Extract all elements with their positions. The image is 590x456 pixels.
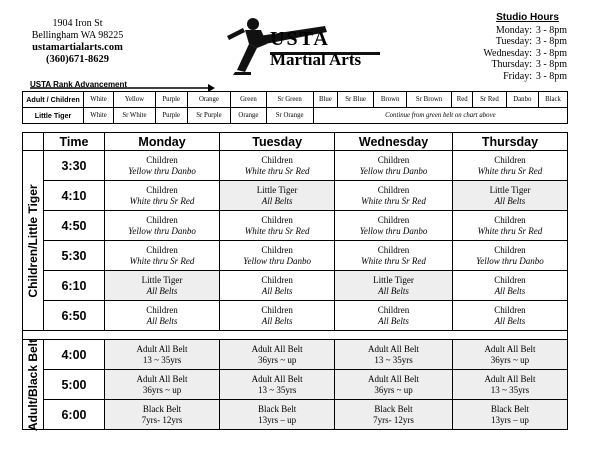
class-name: Children xyxy=(261,155,293,165)
class-name: Little Tiger xyxy=(256,185,298,195)
class-detail: All Belts xyxy=(378,285,409,296)
class-detail: 13 ~ 35yrs xyxy=(142,354,182,365)
class-cell xyxy=(105,370,220,400)
class-cell xyxy=(335,241,453,271)
class-name: Black Belt xyxy=(142,404,182,414)
section-label-text: Children/Little Tiger xyxy=(26,183,40,298)
class-name: Children xyxy=(261,305,293,315)
class-detail: All Belts xyxy=(494,285,526,296)
class-cell xyxy=(220,241,335,271)
class-name: Adult All Belt xyxy=(251,344,303,354)
class-name: Children xyxy=(261,245,293,255)
header-wednesday: Wednesday xyxy=(335,133,453,151)
class-cell xyxy=(220,181,335,211)
class-name: Children xyxy=(377,215,410,225)
belt-cell: Sr Orange xyxy=(266,108,313,124)
class-cell xyxy=(105,241,220,271)
class-name: Children xyxy=(377,245,410,255)
belt-cell: Green xyxy=(231,92,266,108)
class-name: Children xyxy=(146,245,178,255)
class-cell xyxy=(105,271,220,301)
class-name: Adult All Belt xyxy=(484,344,536,354)
rank-label-adult: Adult / Children xyxy=(23,92,84,108)
class-name: Black Belt xyxy=(258,404,297,414)
schedule-row xyxy=(23,271,568,301)
belt-cell: Sr White xyxy=(114,108,156,124)
class-cell xyxy=(452,211,567,241)
rank-table xyxy=(22,91,568,124)
time-cell: 6:00 xyxy=(44,400,105,430)
class-name: Children xyxy=(377,185,410,195)
class-detail: 13 ~ 35yrs xyxy=(257,384,297,395)
class-detail: Yellow thru Danbo xyxy=(128,225,196,236)
class-cell xyxy=(220,370,335,400)
class-detail: White thru Sr Red xyxy=(361,195,426,206)
class-detail: All Belts xyxy=(494,315,526,326)
class-name: Children xyxy=(146,155,178,165)
class-detail: All Belts xyxy=(494,195,526,206)
class-detail: Yellow thru Danbo xyxy=(359,165,428,176)
schedule-row xyxy=(23,151,568,181)
class-name: Children xyxy=(494,155,526,165)
class-name: Children xyxy=(377,155,410,165)
class-name: Children xyxy=(494,275,526,285)
hours-day: Thursday: xyxy=(491,59,532,71)
class-cell xyxy=(335,301,453,331)
belt-cell: Purple xyxy=(155,108,187,124)
class-detail: White thru Sr Red xyxy=(244,165,310,176)
class-detail: All Belts xyxy=(146,285,178,296)
class-cell xyxy=(220,301,335,331)
class-name: Adult All Belt xyxy=(368,374,420,384)
logo-text-martial-arts: Martial Arts xyxy=(270,50,362,69)
class-detail: White thru Sr Red xyxy=(244,225,310,236)
hours-row xyxy=(470,48,585,60)
class-name: Adult All Belt xyxy=(136,374,188,384)
class-cell xyxy=(335,181,453,211)
hours-time: 3 - 8pm xyxy=(535,70,567,82)
class-name: Children xyxy=(377,305,410,315)
class-detail: All Belts xyxy=(261,195,293,206)
hours-day: Wednesday: xyxy=(483,47,532,59)
schedule-row xyxy=(23,301,568,331)
class-detail: Yellow thru Danbo xyxy=(476,255,544,266)
class-cell xyxy=(105,151,220,181)
section-label xyxy=(23,151,44,331)
class-name: Children xyxy=(261,275,293,285)
class-cell xyxy=(105,211,220,241)
belt-cell: Sr Red xyxy=(473,92,506,108)
class-cell xyxy=(452,301,567,331)
belt-cell: Brown xyxy=(374,92,407,108)
belt-cell: Sr Green xyxy=(266,92,313,108)
belt-cell: Purple xyxy=(155,92,187,108)
hours-time: 3 - 8pm xyxy=(535,24,567,36)
phone: (360)671-8629 xyxy=(46,54,109,65)
class-detail: White thru Sr Red xyxy=(129,195,195,206)
belt-cell: Red xyxy=(451,92,472,108)
class-name: Adult All Belt xyxy=(484,374,536,384)
hours-day: Friday: xyxy=(503,70,532,82)
class-detail: 13 ~ 35yrs xyxy=(490,384,530,395)
class-cell xyxy=(220,340,335,370)
class-cell xyxy=(335,271,453,301)
section-divider xyxy=(23,331,568,340)
class-cell xyxy=(335,340,453,370)
class-cell xyxy=(105,181,220,211)
class-detail: 7yrs- 12yrs xyxy=(373,414,414,425)
studio-hours xyxy=(470,12,585,83)
class-cell xyxy=(335,400,453,430)
class-detail: Yellow thru Danbo xyxy=(243,255,311,266)
section-label xyxy=(23,340,44,430)
class-name: Children xyxy=(494,215,526,225)
hours-row xyxy=(470,59,585,71)
belt-cell: Danbo xyxy=(506,92,538,108)
class-name: Adult All Belt xyxy=(136,344,188,354)
time-cell: 5:30 xyxy=(44,241,105,271)
class-cell xyxy=(220,151,335,181)
class-cell xyxy=(220,211,335,241)
class-detail: White thru Sr Red xyxy=(477,165,543,176)
class-detail: 7yrs- 12yrs xyxy=(141,414,183,425)
belt-cell: Sr Brown xyxy=(407,92,452,108)
class-cell xyxy=(335,370,453,400)
class-cell xyxy=(335,211,453,241)
class-detail: 36yrs ~ up xyxy=(257,354,297,365)
hours-time: 3 - 8pm xyxy=(535,36,567,48)
schedule-row xyxy=(23,370,568,400)
corner-cell xyxy=(23,133,44,151)
class-detail: All Belts xyxy=(146,315,178,326)
tiger-rank-note: Continue from green belt on chart above xyxy=(313,108,567,124)
time-cell: 4:50 xyxy=(44,211,105,241)
studio-hours-title: Studio Hours xyxy=(496,12,559,23)
class-name: Adult All Belt xyxy=(251,374,303,384)
class-cell xyxy=(220,400,335,430)
studio-address xyxy=(10,18,145,66)
belt-cell: White xyxy=(84,92,114,108)
belt-cell: Orange xyxy=(231,108,266,124)
class-name: Children xyxy=(494,245,526,255)
class-detail: 13yrs – up xyxy=(258,414,297,425)
class-name: Adult All Belt xyxy=(368,344,420,354)
class-cell xyxy=(452,271,567,301)
class-cell xyxy=(452,400,567,430)
belt-cell: White xyxy=(84,108,114,124)
class-name: Children xyxy=(146,215,178,225)
belt-cell: Yellow xyxy=(114,92,156,108)
class-name: Black Belt xyxy=(374,404,413,414)
class-detail: White thru Sr Red xyxy=(361,255,426,266)
class-detail: All Belts xyxy=(261,285,293,296)
class-cell xyxy=(105,340,220,370)
class-cell xyxy=(452,241,567,271)
class-detail: Yellow thru Danbo xyxy=(359,225,428,236)
class-detail: All Belts xyxy=(378,315,409,326)
header-tuesday: Tuesday xyxy=(220,133,335,151)
class-name: Little Tiger xyxy=(373,275,414,285)
hours-row xyxy=(470,71,585,83)
belt-cell: Blue xyxy=(313,92,337,108)
class-cell xyxy=(452,370,567,400)
class-detail: 36yrs ~ up xyxy=(374,384,413,395)
time-cell: 6:50 xyxy=(44,301,105,331)
schedule-row xyxy=(23,211,568,241)
time-cell: 4:10 xyxy=(44,181,105,211)
hours-time: 3 - 8pm xyxy=(535,47,567,59)
address-city: Bellingham WA 98225 xyxy=(31,30,124,41)
rank-label-tiger: Little Tiger xyxy=(23,108,84,124)
class-cell xyxy=(220,271,335,301)
hours-row xyxy=(470,25,585,37)
logo-text-usta: USTA xyxy=(270,28,330,50)
header-time: Time xyxy=(44,133,105,151)
hours-time: 3 - 8pm xyxy=(535,59,567,71)
hours-day: Monday: xyxy=(495,24,532,36)
class-cell xyxy=(105,400,220,430)
divider-cell xyxy=(23,331,568,340)
schedule-row xyxy=(23,340,568,370)
schedule-row xyxy=(23,241,568,271)
class-cell xyxy=(105,301,220,331)
header-thursday: Thursday xyxy=(452,133,567,151)
class-name: Children xyxy=(494,305,526,315)
class-name: Children xyxy=(261,215,293,225)
class-detail: 13yrs – up xyxy=(490,414,529,425)
class-name: Little Tiger xyxy=(141,275,183,285)
class-cell xyxy=(452,181,567,211)
belt-cell: Sr Purple xyxy=(187,108,231,124)
time-cell: 4:00 xyxy=(44,340,105,370)
class-detail: 36yrs ~ up xyxy=(142,384,182,395)
class-name: Children xyxy=(146,305,178,315)
time-cell: 3:30 xyxy=(44,151,105,181)
belt-cell: Sr Blue xyxy=(338,92,374,108)
class-name: Little Tiger xyxy=(489,185,531,195)
class-detail: All Belts xyxy=(261,315,293,326)
hours-day: Tuesday: xyxy=(495,36,532,48)
header-monday: Monday xyxy=(105,133,220,151)
class-detail: Yellow thru Danbo xyxy=(128,165,196,176)
class-name: Children xyxy=(146,185,178,195)
class-name: Black Belt xyxy=(490,404,530,414)
time-cell: 5:00 xyxy=(44,370,105,400)
rank-advancement-title: USTA Rank Advancement xyxy=(30,80,128,89)
class-schedule xyxy=(22,132,568,430)
class-detail: 36yrs ~ up xyxy=(490,354,530,365)
schedule-row xyxy=(23,400,568,430)
class-detail: White thru Sr Red xyxy=(477,225,543,236)
section-label-text: Adult/Black Belt xyxy=(26,338,40,431)
website: ustamartialarts.com xyxy=(32,42,123,53)
hours-row xyxy=(470,36,585,48)
class-detail: 13 ~ 35yrs xyxy=(374,354,413,365)
class-cell xyxy=(452,340,567,370)
belt-cell: Orange xyxy=(187,92,231,108)
schedule-row xyxy=(23,181,568,211)
address-street: 1904 Iron St xyxy=(52,18,103,29)
time-cell: 6:10 xyxy=(44,271,105,301)
class-detail: White thru Sr Red xyxy=(129,255,195,266)
class-cell xyxy=(452,151,567,181)
belt-cell: Black xyxy=(539,92,568,108)
class-cell xyxy=(335,151,453,181)
